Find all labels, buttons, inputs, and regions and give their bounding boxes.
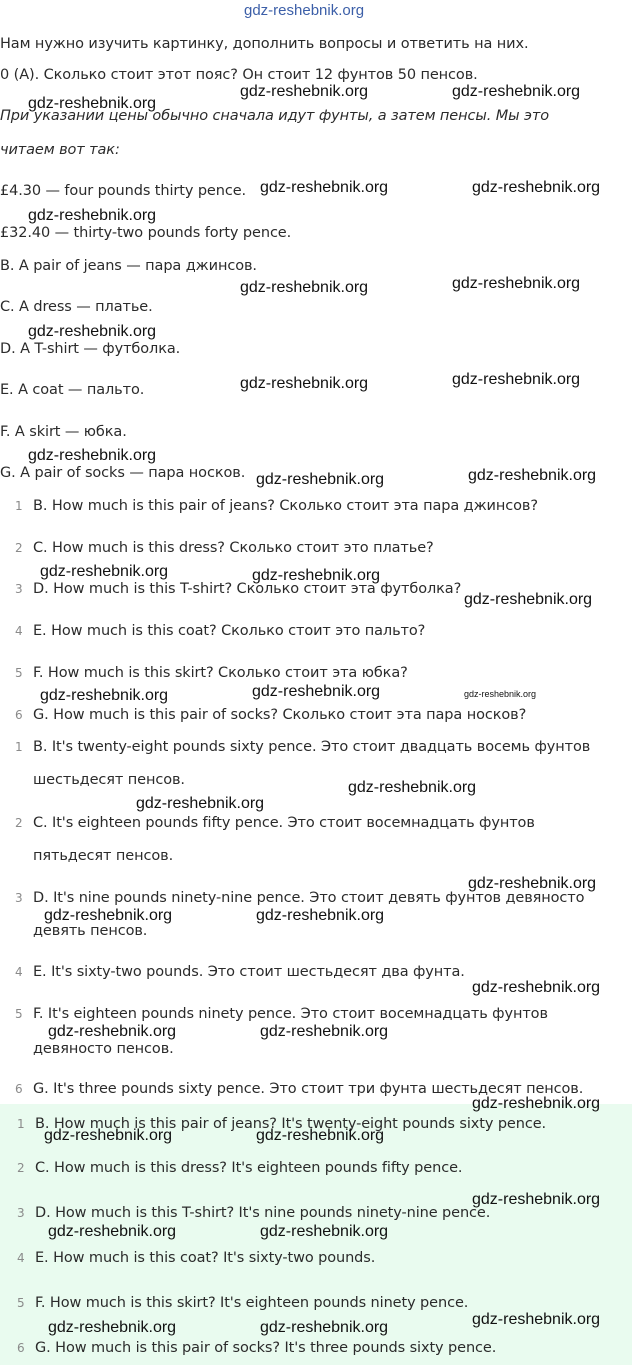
vocab-item: B. A pair of jeans — пара джинсов. — [0, 258, 257, 274]
final-number: 4 — [17, 1251, 25, 1265]
note-line-2: читаем вот так: — [0, 142, 120, 158]
watermark: gdz-reshebnik.org — [28, 323, 157, 340]
watermark: gdz-reshebnik.org — [468, 875, 597, 892]
answer-number: 3 — [15, 891, 23, 905]
watermark: gdz-reshebnik.org — [240, 279, 369, 296]
question-text: D. How much is this T-shirt? Сколько стоит эта футболка? — [33, 581, 462, 597]
watermark: gdz-reshebnik.org — [40, 563, 169, 580]
answer-line-2: шестьдесят пенсов. — [33, 772, 185, 788]
watermark: gdz-reshebnik.org — [252, 567, 381, 584]
question-text: B. How much is this pair of jeans? Сколько стоит эта пара джинсов? — [33, 498, 538, 514]
watermark: gdz-reshebnik.org — [452, 83, 581, 100]
question-number: 2 — [15, 541, 23, 555]
watermark: gdz-reshebnik.org — [256, 471, 385, 488]
note-line-1: При указании цены обычно сначала идут фунты, а затем пенсы. Мы это — [0, 108, 549, 124]
answer-line-1: B. It's twenty-eight pounds sixty pence. Это стоит двадцать восемь фунтов — [33, 739, 591, 755]
final-text: D. How much is this T-shirt? It's nine pounds ninety-nine pence. — [35, 1205, 491, 1221]
watermark: gdz-reshebnik.org — [472, 979, 601, 996]
vocab-item: F. A skirt — юбка. — [0, 424, 127, 440]
final-number: 3 — [17, 1206, 25, 1220]
question-text: E. How much is this coat? Сколько стоит это пальто? — [33, 623, 426, 639]
watermark: gdz-reshebnik.org — [44, 1127, 173, 1144]
watermark: gdz-reshebnik.org — [260, 1319, 389, 1336]
watermark: gdz-reshebnik.org — [40, 687, 169, 704]
watermark: gdz-reshebnik.org — [28, 447, 157, 464]
price-example-2: £32.40 — thirty-two pounds forty pence. — [0, 225, 292, 241]
question-number: 4 — [15, 624, 23, 638]
question-number: 6 — [15, 708, 23, 722]
final-number: 6 — [17, 1341, 25, 1355]
question-text: G. How much is this pair of socks? Сколько стоит эта пара носков? — [33, 707, 527, 723]
vocab-item: C. A dress — платье. — [0, 299, 153, 315]
watermark: gdz-reshebnik.org — [464, 689, 537, 699]
answer-line-1: E. It's sixty-two pounds. Это стоит шестьдесят два фунта. — [33, 964, 465, 980]
watermark: gdz-reshebnik.org — [48, 1319, 177, 1336]
watermark: gdz-reshebnik.org — [452, 275, 581, 292]
answer-number: 4 — [15, 965, 23, 979]
watermark: gdz-reshebnik.org — [472, 179, 601, 196]
watermark: gdz-reshebnik.org — [348, 779, 477, 796]
answer-line-1: F. It's eighteen pounds ninety pence. Это стоит восемнадцать фунтов — [33, 1006, 548, 1022]
watermark: gdz-reshebnik.org — [252, 683, 381, 700]
watermark-logo: gdz-reshebnik.org — [244, 2, 365, 19]
watermark: gdz-reshebnik.org — [256, 1127, 385, 1144]
watermark: gdz-reshebnik.org — [464, 591, 593, 608]
final-text: F. How much is this skirt? It's eighteen pounds ninety pence. — [35, 1295, 469, 1311]
watermark: gdz-reshebnik.org — [48, 1023, 177, 1040]
watermark: gdz-reshebnik.org — [260, 179, 389, 196]
question-text: F. How much is this skirt? Сколько стоит эта юбка? — [33, 665, 408, 681]
watermark: gdz-reshebnik.org — [136, 795, 265, 812]
answer-line-1: D. It's nine pounds ninety-nine pence. Это стоит девять фунтов девяносто — [33, 890, 585, 906]
watermark: gdz-reshebnik.org — [468, 467, 597, 484]
watermark: gdz-reshebnik.org — [260, 1023, 389, 1040]
task-text: Нам нужно изучить картинку, дополнить вопросы и ответить на них. — [0, 36, 529, 52]
final-text: G. How much is this pair of socks? It's three pounds sixty pence. — [35, 1340, 497, 1356]
watermark: gdz-reshebnik.org — [28, 207, 157, 224]
watermark: gdz-reshebnik.org — [472, 1311, 601, 1328]
answer-number: 5 — [15, 1007, 23, 1021]
answer-line-1: G. It's three pounds sixty pence. Это стоит три фунта шестьдесят пенсов. — [33, 1081, 584, 1097]
example-text: 0 (А). Сколько стоит этот пояс? Он стоит 12 фунтов 50 пенсов. — [0, 67, 478, 83]
question-number: 1 — [15, 499, 23, 513]
watermark: gdz-reshebnik.org — [44, 907, 173, 924]
final-text: E. How much is this coat? It's sixty-two pounds. — [35, 1250, 376, 1266]
question-number: 5 — [15, 666, 23, 680]
watermark: gdz-reshebnik.org — [256, 907, 385, 924]
answer-line-2: девяносто пенсов. — [33, 1041, 174, 1057]
question-text: C. How much is this dress? Сколько стоит это платье? — [33, 540, 434, 556]
answer-line-1: C. It's eighteen pounds fifty pence. Это стоит восемнадцать фунтов — [33, 815, 535, 831]
answer-number: 1 — [15, 740, 23, 754]
watermark: gdz-reshebnik.org — [48, 1223, 177, 1240]
answer-line-2: пятьдесят пенсов. — [33, 848, 174, 864]
watermark: gdz-reshebnik.org — [240, 83, 369, 100]
watermark: gdz-reshebnik.org — [260, 1223, 389, 1240]
answer-line-2: девять пенсов. — [33, 923, 148, 939]
watermark: gdz-reshebnik.org — [240, 375, 369, 392]
final-number: 5 — [17, 1296, 25, 1310]
final-text: B. How much is this pair of jeans? It's twenty-eight pounds sixty pence. — [35, 1116, 547, 1132]
watermark: gdz-reshebnik.org — [472, 1191, 601, 1208]
question-number: 3 — [15, 582, 23, 596]
answer-number: 2 — [15, 816, 23, 830]
vocab-item: G. A pair of socks — пара носков. — [0, 465, 246, 481]
final-number: 2 — [17, 1161, 25, 1175]
price-example-1: £4.30 — four pounds thirty pence. — [0, 183, 247, 199]
watermark: gdz-reshebnik.org — [28, 95, 157, 112]
vocab-item: E. A coat — пальто. — [0, 382, 145, 398]
answer-number: 6 — [15, 1082, 23, 1096]
final-text: C. How much is this dress? It's eighteen pounds fifty pence. — [35, 1160, 463, 1176]
watermark: gdz-reshebnik.org — [472, 1095, 601, 1112]
vocab-item: D. A T-shirt — футболка. — [0, 341, 181, 357]
watermark: gdz-reshebnik.org — [452, 371, 581, 388]
final-number: 1 — [17, 1117, 25, 1131]
